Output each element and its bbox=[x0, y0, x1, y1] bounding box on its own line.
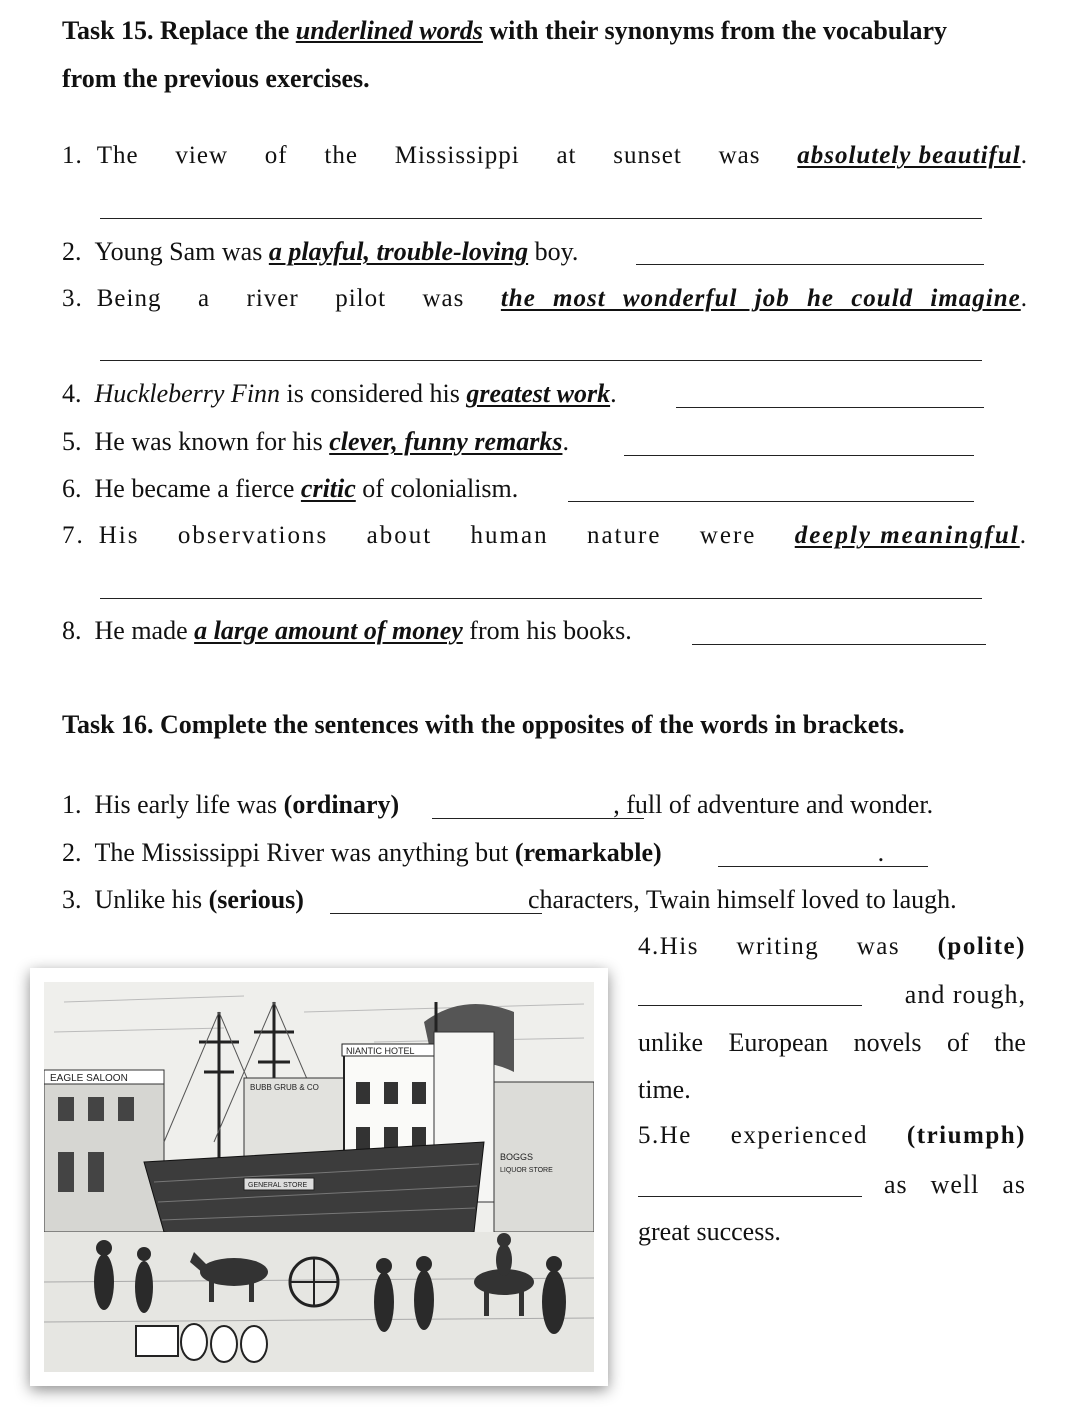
answer-line-16-1[interactable] bbox=[432, 818, 644, 819]
answer-line-5[interactable] bbox=[624, 455, 974, 456]
sign-store: GENERAL STORE bbox=[248, 1182, 308, 1189]
sign-liquor: LIQUOR STORE bbox=[500, 1167, 553, 1174]
sign-hotel: NIANTIC HOTEL bbox=[346, 1046, 415, 1056]
answer-line-7[interactable] bbox=[100, 598, 982, 599]
answer-line-16-4[interactable] bbox=[638, 1005, 862, 1006]
task15-item-1: 1. The view of the Mississippi at sunset was absolutely beautiful. bbox=[62, 142, 1028, 169]
answer-line-1[interactable] bbox=[100, 218, 982, 219]
sign-saloon: EAGLE SALOON bbox=[50, 1073, 128, 1084]
task16-item-4-line4: time. bbox=[638, 1075, 691, 1104]
task16-item-1: 1. His early life was (ordinary) , full of adventure and wonder. bbox=[62, 790, 934, 819]
answer-line-16-2[interactable] bbox=[718, 866, 928, 867]
answer-line-8[interactable] bbox=[692, 644, 986, 645]
task15-item-5: 5. He was known for his clever, funny remarks. bbox=[62, 427, 569, 456]
task16-item-5-line3: great success. bbox=[638, 1217, 781, 1246]
sign-grub: BUBB GRUB & CO bbox=[250, 1083, 319, 1092]
task15-item-2: 2. Young Sam was a playful, trouble-loving boy. bbox=[62, 237, 579, 266]
answer-line-4[interactable] bbox=[676, 407, 984, 408]
answer-line-2[interactable] bbox=[636, 264, 984, 265]
task16-item-3: 3. Unlike his (serious) characters, Twain himself loved to laugh. bbox=[62, 885, 957, 914]
task16-item-4-line2: and rough, bbox=[904, 980, 1026, 1009]
task15-item-3: 3. Being a river pilot was the most wonderful job he could imagine. bbox=[62, 285, 1028, 312]
answer-line-16-3[interactable] bbox=[330, 913, 542, 914]
task16-item-5-line2: as well as bbox=[884, 1170, 1026, 1199]
answer-line-3[interactable] bbox=[100, 360, 982, 361]
task16-item-2: 2. The Mississippi River was anything but (remarkable) . bbox=[62, 838, 885, 867]
illustration-frame bbox=[30, 968, 608, 1386]
gold-rush-street-illustration bbox=[44, 982, 594, 1372]
answer-line-6[interactable] bbox=[568, 501, 974, 502]
task16-item-4-line1: 4.His writing was (polite) bbox=[638, 933, 1026, 960]
task15-item-8: 8. He made a large amount of money from his books. bbox=[62, 616, 632, 645]
sign-boggs: BOGGS bbox=[500, 1152, 534, 1162]
task15-title-line2: from the previous exercises. bbox=[62, 64, 370, 93]
task15-item-6: 6. He became a fierce critic of colonialism. bbox=[62, 474, 519, 503]
task15-title-line1: Task 15. Replace the underlined words with their synonyms from the vocabulary bbox=[62, 16, 948, 45]
task15-title-underlined: underlined words bbox=[295, 16, 483, 45]
task16-item-5-line1: 5.He experienced (triumph) bbox=[638, 1122, 1026, 1149]
task15-item-7: 7. His observations about human nature were deeply meaningful. bbox=[62, 522, 1028, 549]
task15-item-4: 4. Huckleberry Finn is considered his greatest work. bbox=[62, 379, 617, 408]
illustration-svg bbox=[44, 982, 594, 1372]
task16-item-4-line3: unlike European novels of the bbox=[638, 1028, 1026, 1057]
answer-line-16-5[interactable] bbox=[638, 1196, 862, 1197]
task16-title: Task 16. Complete the sentences with the opposites of the words in brackets. bbox=[62, 710, 905, 739]
